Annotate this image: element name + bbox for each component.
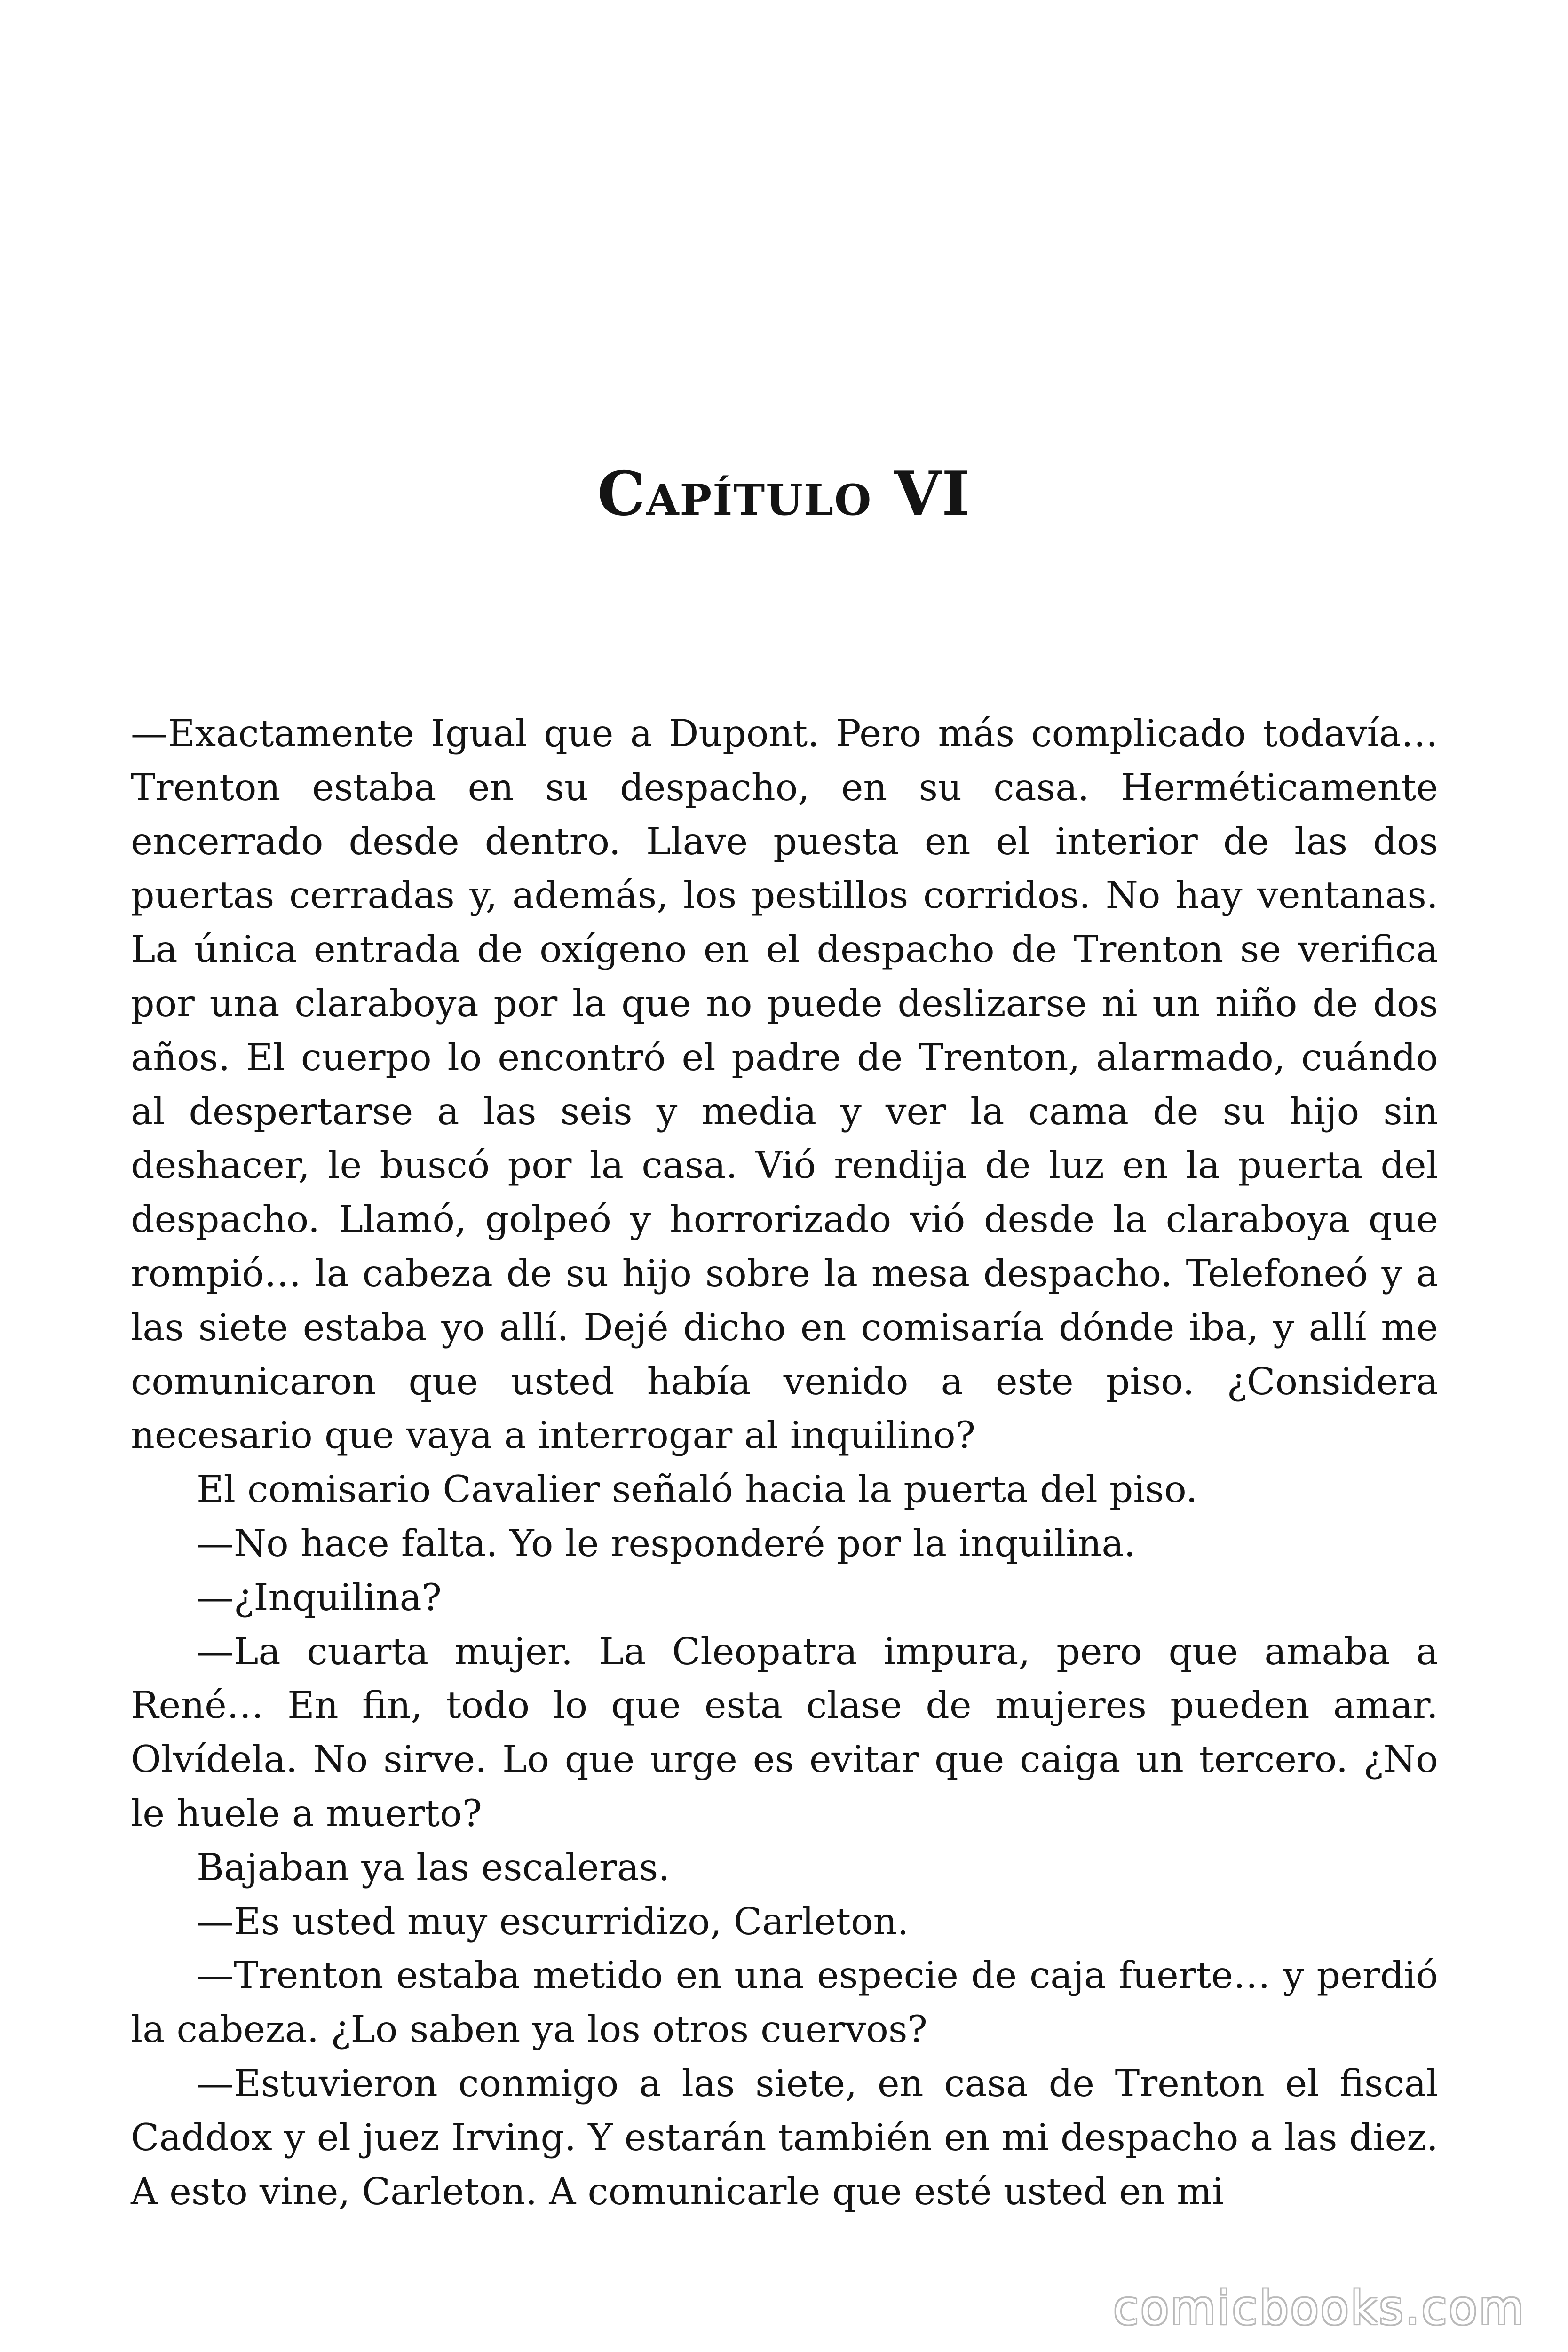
paragraph-6: Bajaban ya las escaleras. (197, 1845, 670, 1889)
paragraph-1: —Exactamente Igual que a Dupont. Pero más complicado todavía… Trenton estaba en su despacho, en su casa. Herméticamente encerrado desde dentro. Llave puesta en el interior de las dos puertas cerradas y, además, los pestillos corridos. No hay ventanas. La única entrada de oxígeno en el despacho de Trenton se verifica por una claraboya por la que no puede deslizarse ni un niño de dos años. El cuerpo lo encontró el padre de Trenton, alarmado, cuándo al despertarse a las seis y media y ver la cama de su hijo sin deshacer, le buscó por la casa. Vió rendija de luz en la puerta del despacho. Llamó, golpeó y horrorizado vió desde la claraboya que rompió… la cabeza de su hijo sobre la mesa despacho. Telefoneó y a las siete estaba yo allí. Dejé dicho en comisaría dónde iba, y allí me comunicaron que usted había venido a este piso. ¿Considera necesario que vaya a interrogar al inquilino? (131, 712, 1438, 1457)
paragraph-5: —La cuarta mujer. La Cleopatra impura, pero que amaba a René… En fin, todo lo que esta clase de mujeres pueden amar. Olvídela. No sirve. Lo que urge es evitar que caiga un tercero. ¿No le huele a muerto? (131, 1629, 1438, 1835)
paragraph-2: El comisario Cavalier señaló hacia la puerta del piso. (197, 1468, 1198, 1511)
paragraph-9: —Estuvieron conmigo a las siete, en casa de Trenton el fiscal Caddox y el juez Irving. Y estarán también en mi despacho a las diez. A esto vine, Carleton. A comunicarle que esté usted en mi (131, 2061, 1438, 2213)
paragraph-4: —¿Inquilina? (197, 1575, 442, 1619)
paragraph-8: —Trenton estaba metido en una especie de caja fuerte… y perdió la cabeza. ¿Lo saben ya los otros cuervos? (131, 1954, 1438, 2051)
text-body (131, 707, 1438, 2218)
chapter-title-rest: apítulo VI (646, 459, 971, 529)
paragraph-3: —No hace falta. Yo le responderé por la inquilina. (197, 1521, 1136, 1565)
chapter-title (0, 459, 1568, 529)
paragraph-7: —Es usted muy escurridizo, Carleton. (197, 1899, 909, 1943)
watermark: comicbooks.com (1113, 2281, 1526, 2335)
chapter-title-initial: C (597, 459, 646, 529)
